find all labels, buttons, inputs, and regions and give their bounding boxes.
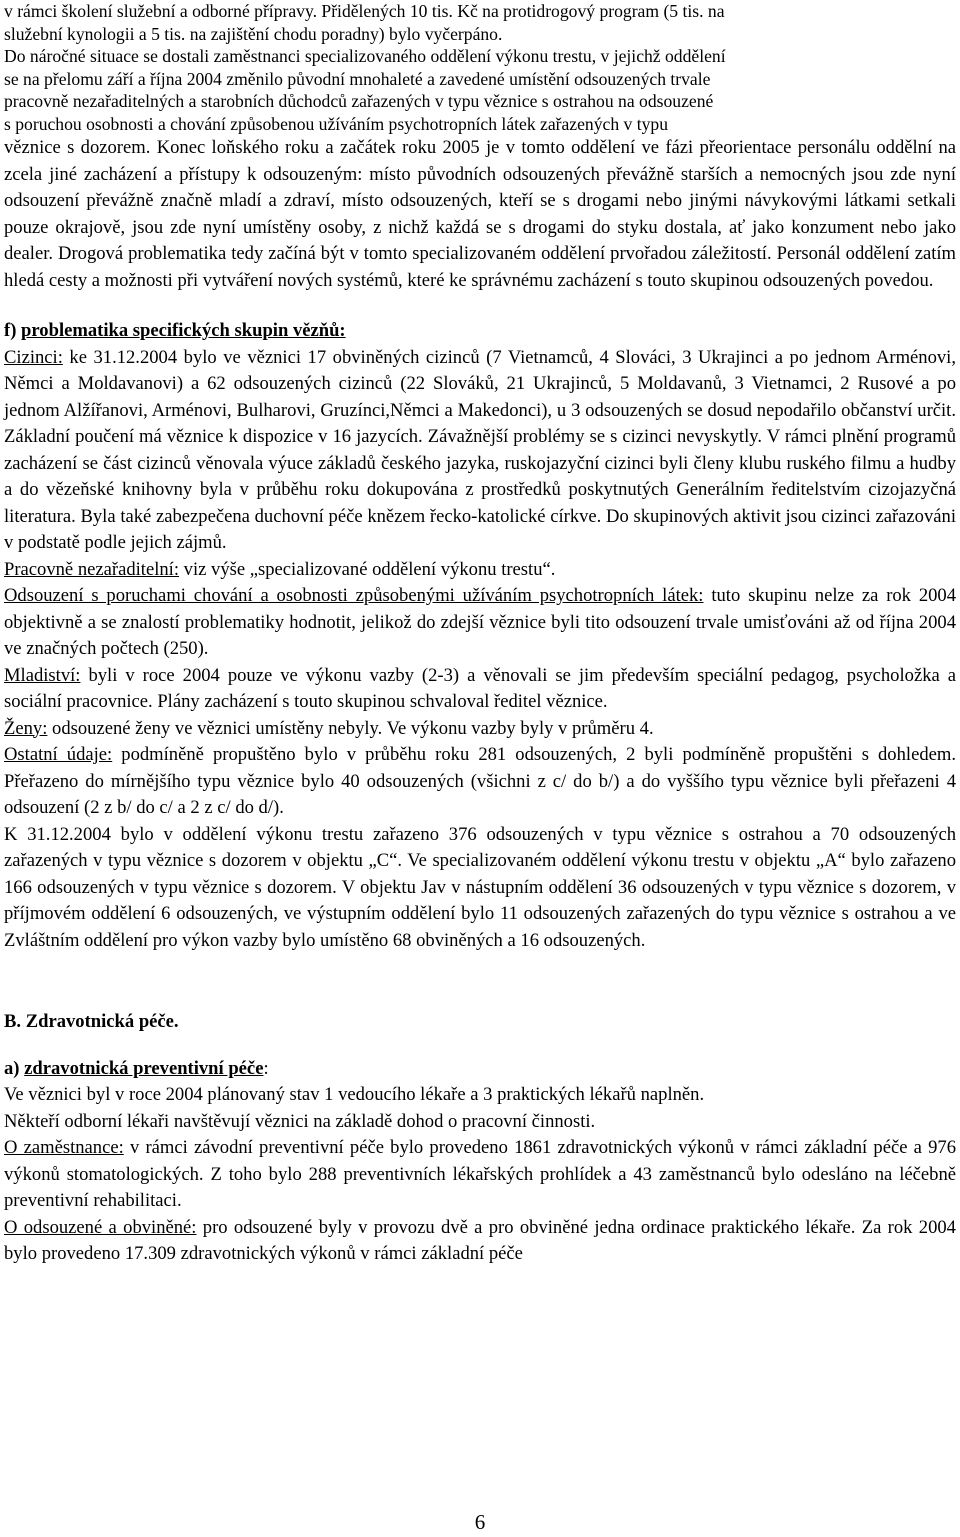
intro-small-lines [4, 0, 956, 135]
odsouzeni-text: tuto skupinu nelze za rok 2004 objektivně a se znalostí problematiky hodnotit, jelikož do zdejší věznice byli tito odsouzení trvale umisťováni až od října 2004 ve značných počtech (250). [4, 585, 957, 659]
text-line: pracovně nezařaditelných a starobních důchodců zařazených v typu věznice s ostrahou na odsouzené [4, 91, 714, 111]
page-number: 6 [474, 1510, 486, 1534]
specialists-line: Někteří odborní lékaři navštěvují věznici na základě dohod o pracovní činnosti. [4, 1110, 596, 1132]
odsouzene-text: pro odsouzené byly v provozu dvě a pro obviněné jedna ordinace praktického lékaře. Za rok 2004 bylo provedeno 17.309 zdravotnických výkonů v rámci základní péče [4, 1216, 956, 1264]
cizinci-paragraph [4, 345, 956, 557]
odsouzene-paragraph [4, 1215, 956, 1268]
odsouzeni-paragraph [4, 583, 956, 663]
zamestnance-text: v rámci závodní preventivní péče bylo provedeno 1861 zdravotnických výkonů v rámci základní péče a 976 výkonů stomatologických. Z toho bylo 288 preventivních lékařských prohlídek a 43 zaměstnanců bylo odesláno na léčebně preventivní rehabilitaci. [4, 1137, 956, 1211]
zeny-text: odsouzené ženy ve věznici umístěny nebyly. Ve výkonu vazby byly v průměru 4. [47, 717, 654, 739]
odsouzene-label: O odsouzené a obviněné: [4, 1216, 197, 1238]
section-f-heading [4, 318, 956, 345]
sub-prefix: a) [4, 1057, 20, 1079]
zeny-paragraph [4, 716, 956, 743]
intro-paragraph: věznice s dozorem. Konec loňského roku a začátek roku 2005 je v tomto oddělení ve fázi přeorientace personálu oddělní na zcela jiné zacházení a přístupy k odsouzeným: místo původních odsouzených převážně starších a nemocných jsou zde nyní odsouzení převážně značně mladí a zdraví, místo odsouzených, kteří se s drogami nebo jinými návykovými látkami setkali pouze okrajově, jsou zde nyní umístěny osoby, z nichž každá se s drogami do styku dostala, ať jako konzument nebo jako dealer. Drogová problematika tedy začíná být v tomto specializovaném oddělení prvořadou záležitostí. Personál oddělení zatím hledá cesty a možnosti při vytváření nových systémů, které ke správnému zacházení s touto skupinou odsouzených povedou. [4, 137, 956, 291]
staff-line: Ve věznici byl v roce 2004 plánovaný stav 1 vedoucího lékaře a 3 praktických lékařů naplněn. [4, 1084, 705, 1105]
zamestnance-paragraph [4, 1135, 956, 1215]
zeny-label: Ženy: [4, 717, 48, 739]
sub-colon: : [263, 1057, 269, 1079]
section-f-title: problematika specifických skupin vězňů: [21, 320, 346, 341]
text-line: Do náročné situace se dostali zaměstnanci specializovaného oddělení výkonu trestu, v jejichž oddělení [4, 46, 726, 66]
section-b-subheading [4, 1056, 956, 1083]
mladistvi-label: Mladiství: [4, 664, 81, 686]
pracovne-label: Pracovně nezařaditelní: [4, 558, 180, 580]
text-line: s poruchou osobnosti a chování způsobenou užíváním psychotropních látek zařazených v typu [4, 113, 668, 134]
text-line: se na přelomu září a října 2004 změnilo původní mnohaleté a zavedené umístění odsouzených trvale [4, 68, 711, 89]
odsouzeni-label: Odsouzení s poruchami chování a osobnosti způsobenými užíváním psychotropních látek: [4, 585, 704, 606]
pracovne-paragraph [4, 557, 956, 584]
ostatni-label: Ostatní údaje: [4, 744, 113, 765]
zamestnance-label: O zaměstnance: [4, 1137, 124, 1158]
cizinci-text: ke 31.12.2004 bylo ve věznici 17 obviněných cizinců (7 Vietnamců, 4 Slováci, 3 Ukrajinci a po jednom Arménovi, Němci a Moldavanovi) a 62 odsouzených cizinců (22 Slováků, 21 Ukrajinců, 5 Moldavanů, 3 Vietnamci, 2 Rusové a po jednom Alžířanovi, Arménovi, Bulharovi, Gruzínci,Němci a Makedonci), u 3 odsouzených se dosud nepodařilo občanství určit. Základní poučení má věznice k dispozice v 16 jazycích. Závažnější problémy se s cizinci nevyskytly. V rámci plnění programů zacházení se část cizinců věnovala výuce základů českého jazyka, ruskojazyční cizinci byli členy klubu ruského filmu a hudby a do vězeňské knihovny byla v průběhu roku dokupována z prostředků poskytnutých Generálním ředitelstvím cizojazyčná literatura. Byla také zabezpečena duchovní péče knězem řecko-katolické církve. Do skupinových aktivit jsou cizinci zařazováni v podstatě podle jejich zájmů. [4, 346, 956, 553]
document-page [4, 0, 956, 1268]
pracovne-text: viz výše „specializované oddělení výkonu trestu“. [179, 558, 556, 580]
mladistvi-text: byli v roce 2004 pouze ve výkonu vazby (2-3) a věnovali se jim především speciální pedagog, psycholožka a sociální pracovnice. Plány zacházení s touto skupinou schvaloval ředitel věznice. [4, 664, 956, 712]
section-f-prefix: f) [4, 320, 17, 341]
ostatni-paragraph [4, 742, 956, 822]
sub-title: zdravotnická preventivní péče [24, 1057, 264, 1079]
section-b-heading: B. Zdravotnická péče. [4, 1011, 179, 1032]
text-line: služební kynologii a 5 tis. na zajištění chodu poradny) bylo vyčerpáno. [4, 23, 503, 44]
ostatni-text: podmíněně propuštěno bylo v průběhu roku 281 odsouzených, 2 byli podmíněně propuštěni s dohledem. Přeřazeno do mírnějšího typu věznice bylo 40 odsouzených (všichni z c/ do b/) a do vyššího typu věznice byli přeřazeni 4 odsouzení (2 z b/ do c/ a 2 z c/ do d/). [4, 744, 956, 818]
k-paragraph: K 31.12.2004 bylo v oddělení výkonu trestu zařazeno 376 odsouzených v typu věznice s ostrahou a 70 odsouzených zařazených v typu věznice s dozorem v objektu „C“. Ve specializovaném oddělení výkonu trestu v objektu „A“ bylo zařazeno 166 odsouzených v typu věznice s dozorem. V objektu Jav v nástupním oddělení 36 odsouzených v typu věznice s dozorem, v příjmovém oddělení 6 odsouzených, ve výstupním oddělení bylo 11 odsouzených zařazených do typu věznice s ostrahou a ve Zvláštním oddělení pro výkon vazby bylo umístěno 68 obviněných a 16 odsouzených. [4, 823, 956, 951]
cizinci-label: Cizinci: [4, 346, 63, 368]
mladistvi-paragraph [4, 663, 956, 716]
text-line: v rámci školení služební a odborné přípravy. Přidělených 10 tis. Kč na protidrogový program (5 tis. na [4, 1, 725, 21]
